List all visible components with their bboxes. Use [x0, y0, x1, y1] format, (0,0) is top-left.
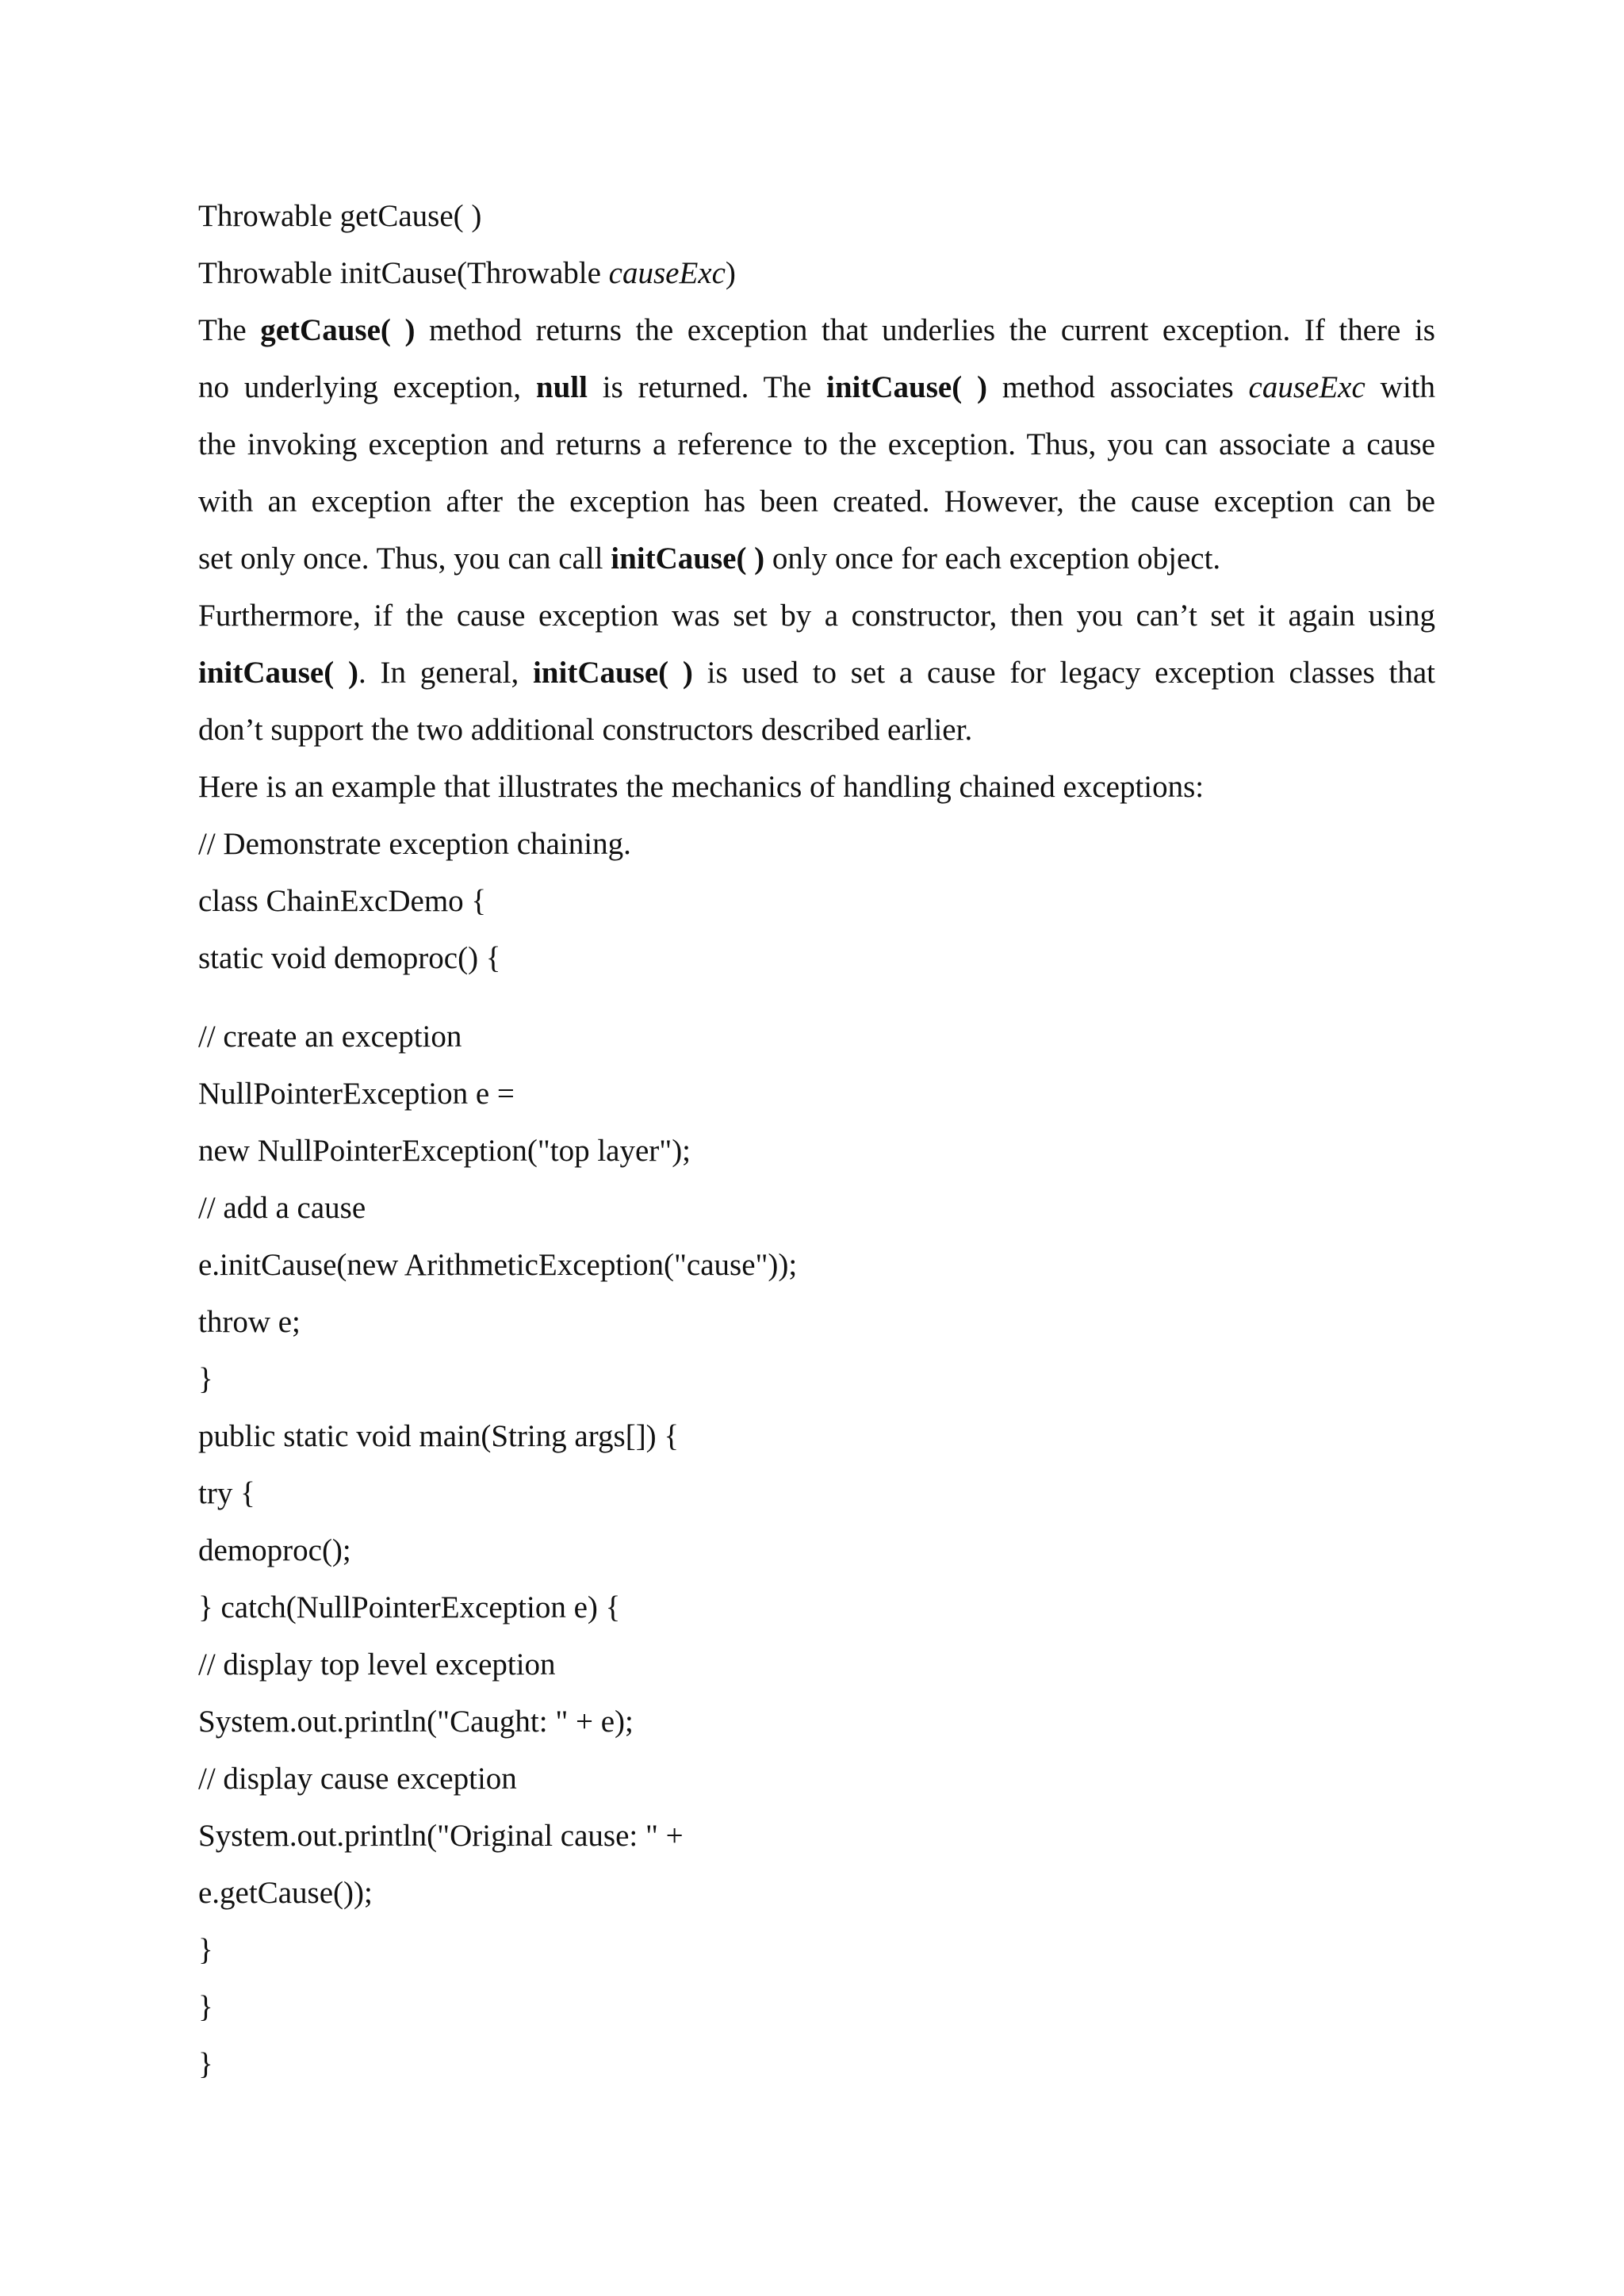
bold-term: initCause( ): [826, 370, 988, 404]
paragraph-line-6: [198, 594, 1435, 638]
text-run: The: [198, 313, 261, 347]
paragraph-line-2: [198, 365, 1435, 410]
text-run: only once for each exception object.: [764, 541, 1221, 576]
paragraph-line-7: [198, 651, 1435, 695]
code-line: System.out.println("Original cause: " +: [198, 1819, 684, 1853]
code-line: }: [198, 1362, 213, 1396]
signature-initcause-prefix: Throwable initCause(Throwable: [198, 256, 609, 290]
code-line: // Demonstrate exception chaining.: [198, 827, 631, 861]
signature-initcause: [198, 251, 736, 296]
code-line: NullPointerException e =: [198, 1077, 515, 1111]
text-run: with: [1365, 370, 1435, 404]
paragraph-line-5: [198, 537, 1220, 581]
code-line: demoproc();: [198, 1533, 351, 1567]
bold-term: getCause( ): [260, 313, 416, 347]
signature-initcause-param: causeExc: [608, 256, 726, 290]
paragraph-line-3: [198, 423, 1435, 467]
text-run: Furthermore, if the cause exception was set by a constructor, then you can’t set it again using: [198, 599, 1435, 633]
code-line: e.getCause());: [198, 1876, 373, 1910]
bold-term: null: [535, 370, 588, 404]
text-run: the invoking exception and returns a reference to the exception. Thus, you can associate a cause: [198, 427, 1435, 461]
code-line: // create an exception: [198, 1020, 462, 1054]
code-line: e.initCause(new ArithmeticException("cause"));: [198, 1248, 798, 1282]
paragraph-line-4: [198, 480, 1435, 524]
code-line: new NullPointerException("top layer");: [198, 1134, 691, 1168]
code-line: } catch(NullPointerException e) {: [198, 1590, 621, 1624]
code-line: class ChainExcDemo {: [198, 884, 487, 918]
code-line: }: [198, 1990, 213, 2024]
code-line: // display cause exception: [198, 1762, 517, 1796]
signature-getcause-text: Throwable getCause( ): [198, 199, 482, 233]
code-line: }: [198, 1933, 213, 1967]
code-line: public static void main(String args[]) {: [198, 1419, 680, 1453]
text-run: Here is an example that illustrates the mechanics of handling chained exceptions:: [198, 770, 1205, 804]
text-run: is used to set a cause for legacy exception classes that: [692, 656, 1435, 690]
text-run: no underlying exception,: [198, 370, 536, 404]
signature-initcause-suffix: ): [725, 256, 736, 290]
text-run: . In general,: [358, 656, 533, 690]
text-run: with an exception after the exception has been created. However, the cause exception can be: [198, 484, 1435, 519]
paragraph-line-8: [198, 708, 972, 752]
text-run: is returned. The: [587, 370, 827, 404]
text-run: set only once. Thus, you can call: [198, 541, 611, 576]
text-run: method returns the exception that underlies the current exception. If there is: [415, 313, 1435, 347]
bold-term: initCause( ): [198, 656, 358, 690]
signature-getcause: [198, 194, 481, 239]
code-line: throw e;: [198, 1305, 301, 1339]
example-intro: [198, 765, 1204, 809]
code-line: static void demoproc() {: [198, 941, 501, 975]
bold-term: initCause( ): [532, 656, 693, 690]
italic-term: causeExc: [1248, 370, 1365, 404]
code-line: try {: [198, 1476, 255, 1510]
bold-term: initCause( ): [611, 541, 765, 576]
code-line: // add a cause: [198, 1191, 366, 1225]
code-line: System.out.println("Caught: " + e);: [198, 1705, 634, 1739]
text-run: method associates: [987, 370, 1249, 404]
code-line: }: [198, 2047, 213, 2081]
paragraph-line-1: [198, 308, 1435, 353]
code-line: // display top level exception: [198, 1647, 556, 1682]
text-run: don’t support the two additional constructors described earlier.: [198, 713, 973, 747]
